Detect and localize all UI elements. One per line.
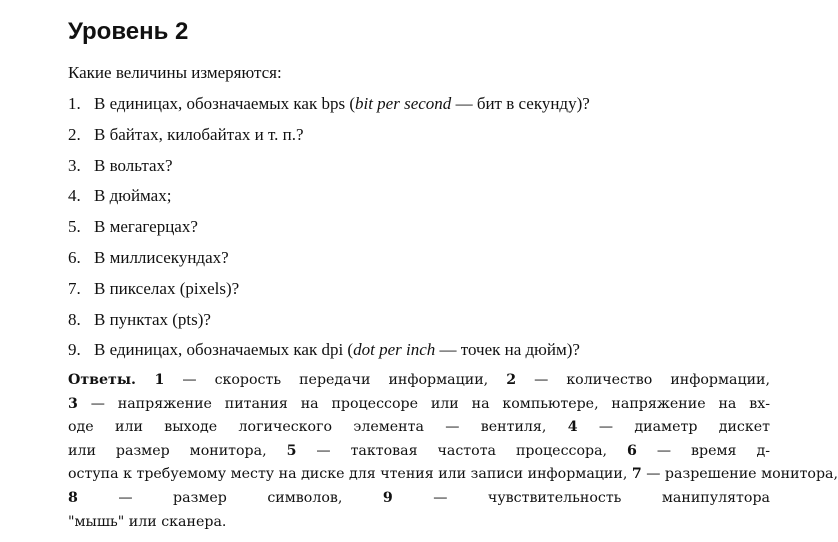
item-number: 2. (68, 124, 81, 144)
answer-text: — размер символов, (77, 489, 383, 506)
list-item (68, 305, 590, 336)
answer-number: 1 (154, 372, 165, 388)
list-item (68, 212, 590, 243)
answers-line (68, 487, 770, 511)
answer-text: — чувствительность манипулятора (392, 489, 770, 506)
item-text: В пунктах (pts)? (94, 309, 211, 329)
answers-line (68, 463, 838, 487)
list-item (68, 243, 590, 274)
item-number: 5. (68, 217, 81, 237)
item-text: В единицах, обозначаемых как bps ( (94, 94, 355, 113)
answers-line (68, 511, 770, 535)
list-item (68, 274, 590, 305)
answers-line (68, 393, 770, 417)
section-heading: Уровень 2 (68, 18, 189, 45)
answer-number: 6 (627, 442, 637, 459)
answer-text: — тактовая частота процессора, (296, 442, 628, 459)
answer-text: — диаметр дискет (577, 419, 770, 436)
answer-text: или размер монитора, (68, 442, 287, 459)
list-item (68, 181, 590, 212)
item-text-end: — бит в секунду)? (451, 94, 590, 113)
answer-text: — разрешение монитора, (641, 466, 838, 483)
item-text: В вольтах? (94, 155, 173, 175)
answer-number: 5 (286, 442, 297, 459)
answer-text: — время д- (636, 442, 770, 459)
item-text: В мегагерцах? (94, 217, 198, 237)
item-number: 4. (68, 186, 81, 206)
answer-text: оде или выходе логического элемента — вентиля, (68, 419, 568, 436)
item-number: 3. (68, 155, 81, 175)
answer-number: 7 (631, 466, 642, 483)
answer-text: оступа к требуемому месту на диске для чтения или записи информации, (68, 466, 632, 483)
question-text: Какие величины измеряются: (68, 63, 282, 82)
item-text: В единицах, обозначаемых как dpi ( (94, 340, 354, 360)
question-list (68, 89, 590, 366)
answer-number: 3 (68, 395, 78, 412)
item-text: В байтах, килобайтах и т. п.? (94, 124, 304, 144)
answer-number: 2 (506, 372, 517, 388)
item-number: 1. (68, 94, 81, 113)
answers-line (68, 440, 770, 464)
answers-line (68, 416, 770, 440)
list-item (68, 89, 590, 120)
list-item (68, 151, 590, 182)
item-text: В дюймах; (94, 186, 172, 206)
item-number: 6. (68, 247, 81, 267)
answer-number: 9 (382, 489, 393, 506)
answer-text: — количество информации, (516, 372, 771, 388)
answer-number: 8 (68, 489, 78, 506)
item-number: 8. (68, 309, 81, 329)
answers-label: Ответы. (68, 372, 155, 388)
answers-line (68, 369, 770, 393)
item-number: 7. (68, 278, 81, 298)
list-item (68, 120, 590, 151)
item-text: В миллисекундах? (94, 247, 229, 267)
answer-text: "мышь" или сканера. (68, 513, 227, 530)
answer-text: — скорость передачи информации, (164, 372, 507, 388)
item-italic-text: dot per inch (353, 340, 436, 360)
answer-number: 4 (567, 419, 578, 436)
answers-paragraph (68, 369, 838, 534)
list-item (68, 335, 590, 366)
item-text-end: — точек на дюйм)? (435, 340, 580, 360)
item-italic-text: bit per second (354, 94, 452, 113)
item-number: 9. (68, 340, 81, 360)
item-text: В пикселах (pixels)? (94, 278, 240, 298)
answer-text: — напряжение питания на процессоре или на компьютере, напряжение на вх- (77, 395, 770, 412)
